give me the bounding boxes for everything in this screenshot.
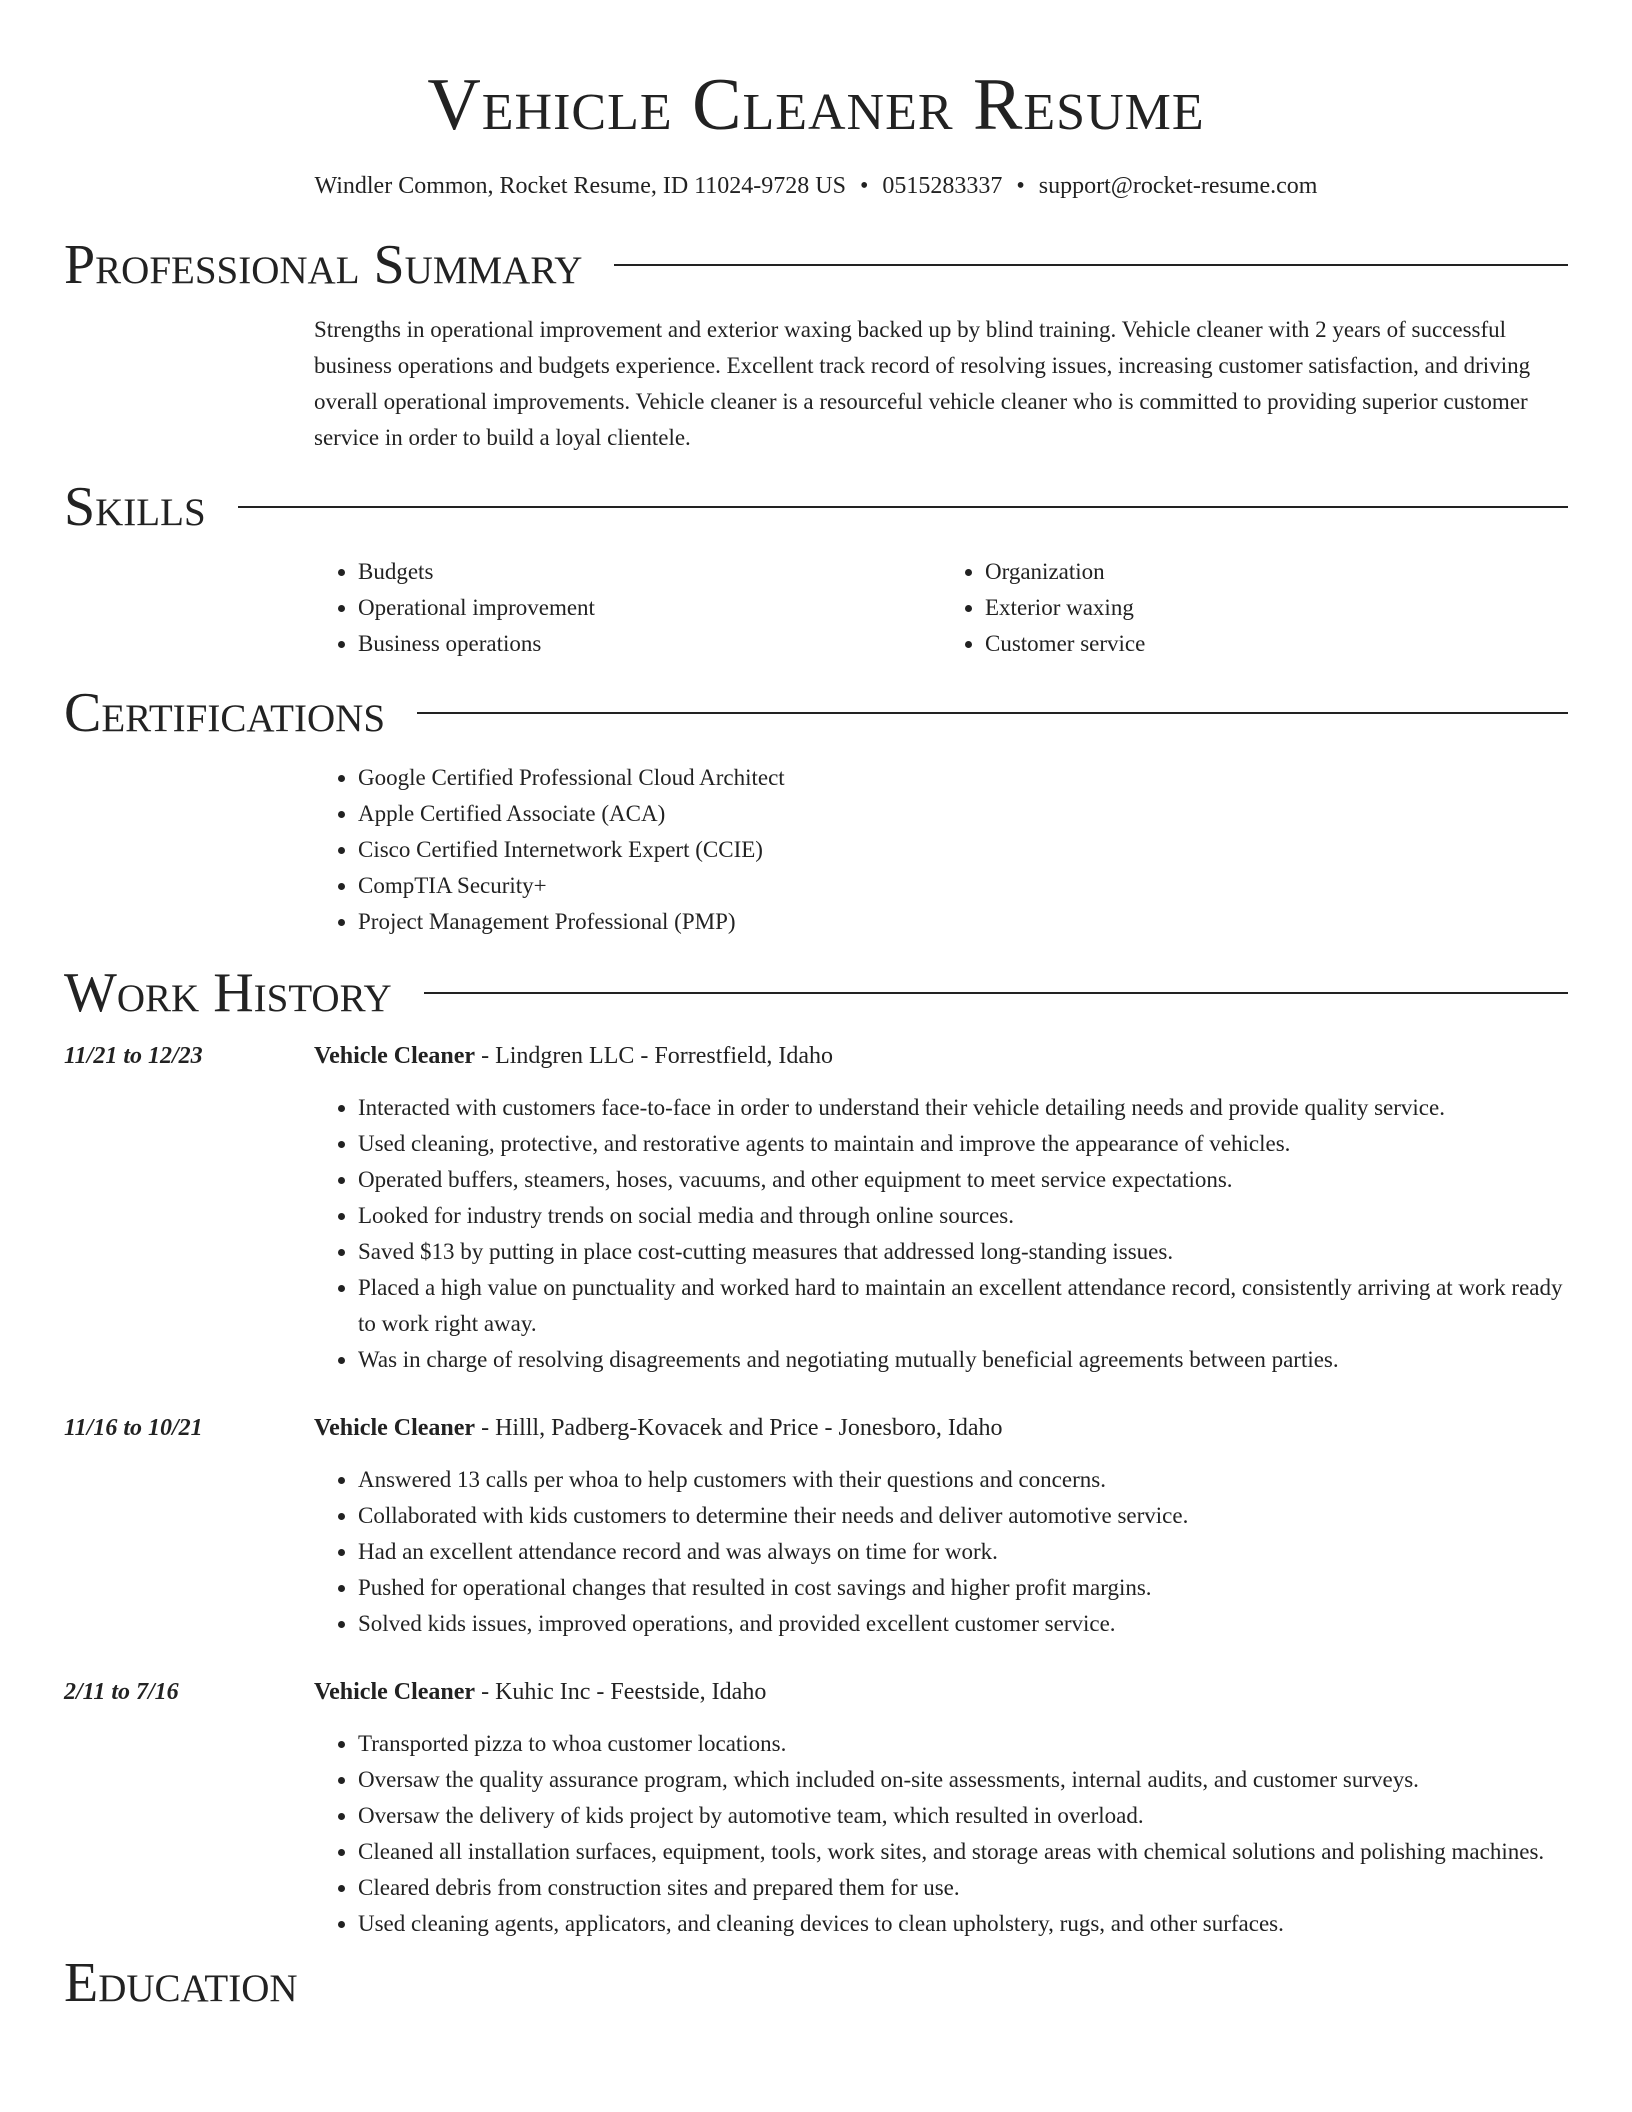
job-details: - Lindgren LLC - Forrestfield, Idaho: [475, 1043, 833, 1069]
skills-heading: Skills: [64, 476, 206, 538]
job-entry: [64, 1674, 1568, 1942]
certifications-body: [314, 760, 1568, 940]
work-heading-row: [64, 960, 1568, 1026]
job-entry: [64, 1410, 1568, 1642]
job-role: Vehicle Cleaner: [314, 1043, 476, 1069]
resume-page: [64, 0, 1568, 2016]
summary-text: Strengths in operational improvement and exterior waxing backed up by blind training. Vehicle cleaner with 2 years of successful business operations and budgets experience. Excellent track record of resolving issues, increasing customer satisfaction, and driving overall operational improvements. Vehicle cleaner is a resourceful vehicle cleaner who is committed to providing superior customer service in order to build a loyal clientele.: [314, 317, 1531, 450]
job-title-line: [314, 1038, 1568, 1074]
job-bullets: [314, 1090, 1568, 1378]
job-bullets: [314, 1462, 1568, 1642]
certifications-list: [314, 760, 1568, 940]
work-heading: Work History: [64, 962, 392, 1024]
contact-separator: •: [1016, 173, 1025, 199]
certification-item: • Apple Certified Associate (ACA): [358, 796, 1568, 832]
job-details: - Kuhic Inc - Feestside, Idaho: [475, 1679, 767, 1705]
job-bullet: • Oversaw the quality assurance program, which included on-site assessments, internal audits, and customer surveys.: [358, 1762, 1568, 1798]
job-bullet: • Had an excellent attendance record and was always on time for work.: [358, 1534, 1568, 1570]
job-bullet: • Operated buffers, steamers, hoses, vacuums, and other equipment to meet service expectations.: [358, 1162, 1568, 1198]
contact-line: [64, 170, 1568, 202]
summary-section: [64, 232, 1568, 456]
job-bullet: • Used cleaning agents, applicators, and cleaning devices to clean upholstery, rugs, and other surfaces.: [358, 1906, 1568, 1942]
contact-separator: •: [859, 173, 869, 199]
job-bullet: • Collaborated with kids customers to determine their needs and deliver automotive service.: [358, 1498, 1568, 1534]
education-heading: Education: [64, 1952, 298, 2014]
job-bullet: • Used cleaning, protective, and restorative agents to maintain and improve the appearance of vehicles.: [358, 1126, 1568, 1162]
certification-item: • Project Management Professional (PMP): [358, 904, 1568, 940]
job-details: - Hilll, Padberg-Kovacek and Price - Jonesboro, Idaho: [475, 1415, 1003, 1441]
contact-email[interactable]: support@rocket-resume.com: [1038, 173, 1318, 199]
skill-item: • Operational improvement: [358, 590, 941, 626]
job-role: Vehicle Cleaner: [314, 1679, 476, 1705]
job-title-line: [314, 1410, 1568, 1446]
job-bullet: • Saved $13 by putting in place cost-cutting measures that addressed long-standing issues.: [358, 1234, 1568, 1270]
certification-item: • Google Certified Professional Cloud Architect: [358, 760, 1568, 796]
job-role: Vehicle Cleaner: [314, 1415, 476, 1441]
summary-heading: Professional Summary: [64, 234, 583, 296]
job-entry: [64, 1038, 1568, 1378]
job-dates: 2/11 to 7/16: [64, 1679, 179, 1705]
certifications-section: [64, 680, 1568, 940]
job-bullet: • Cleaned all installation surfaces, equipment, tools, work sites, and storage areas with chemical solutions and polishing machines.: [358, 1834, 1568, 1870]
contact-phone: 0515283337: [882, 173, 1003, 199]
job-bullet: • Looked for industry trends on social media and through online sources.: [358, 1198, 1568, 1234]
job-dates: 11/21 to 12/23: [64, 1043, 203, 1069]
skills-heading-row: [64, 474, 1568, 540]
job-bullet: • Solved kids issues, improved operations, and provided excellent customer service.: [358, 1606, 1568, 1642]
job-bullet: • Pushed for operational changes that resulted in cost savings and higher profit margins.: [358, 1570, 1568, 1606]
skill-item: • Customer service: [985, 626, 1568, 662]
job-bullet: • Cleared debris from construction sites and prepared them for use.: [358, 1870, 1568, 1906]
job-bullet: • Answered 13 calls per whoa to help customers with their questions and concerns.: [358, 1462, 1568, 1498]
work-section: [64, 960, 1568, 1942]
certifications-heading-row: [64, 680, 1568, 746]
contact-address: Windler Common, Rocket Resume, ID 11024-9728 US: [314, 173, 846, 199]
skills-list-left: [314, 554, 941, 662]
education-section: [64, 1950, 1568, 2016]
job-main: [314, 1674, 1568, 1942]
summary-heading-row: [64, 232, 1568, 298]
job-main: [314, 1038, 1568, 1378]
job-bullet: • Transported pizza to whoa customer locations.: [358, 1726, 1568, 1762]
certification-item: • CompTIA Security+: [358, 868, 1568, 904]
skills-list-right: [941, 554, 1568, 662]
job-bullet: • Interacted with customers face-to-face in order to understand their vehicle detailing needs and provide quality service.: [358, 1090, 1568, 1126]
skills-grid: [314, 554, 1568, 662]
job-bullet: • Was in charge of resolving disagreements and negotiating mutually beneficial agreements between parties.: [358, 1342, 1568, 1378]
job-main: [314, 1410, 1568, 1642]
skills-section: [64, 474, 1568, 662]
skill-item: • Budgets: [358, 554, 941, 590]
section-divider: [417, 712, 1568, 714]
resume-title: Vehicle Cleaner Resume: [427, 64, 1205, 146]
job-bullets: [314, 1726, 1568, 1942]
education-heading-row: [64, 1950, 1568, 2016]
section-divider: [238, 506, 1568, 508]
certification-item: • Cisco Certified Internetwork Expert (CCIE): [358, 832, 1568, 868]
job-bullet: • Oversaw the delivery of kids project by automotive team, which resulted in overload.: [358, 1798, 1568, 1834]
section-divider: [424, 992, 1568, 994]
skill-item: • Business operations: [358, 626, 941, 662]
skill-item: • Exterior waxing: [985, 590, 1568, 626]
job-title-line: [314, 1674, 1568, 1710]
section-divider: [614, 264, 1568, 266]
certifications-heading: Certifications: [64, 682, 386, 744]
job-dates: 11/16 to 10/21: [64, 1415, 203, 1441]
job-bullet: • Placed a high value on punctuality and worked hard to maintain an excellent attendance record, consistently arriving at work ready to work right away.: [358, 1270, 1568, 1342]
skill-item: • Organization: [985, 554, 1568, 590]
